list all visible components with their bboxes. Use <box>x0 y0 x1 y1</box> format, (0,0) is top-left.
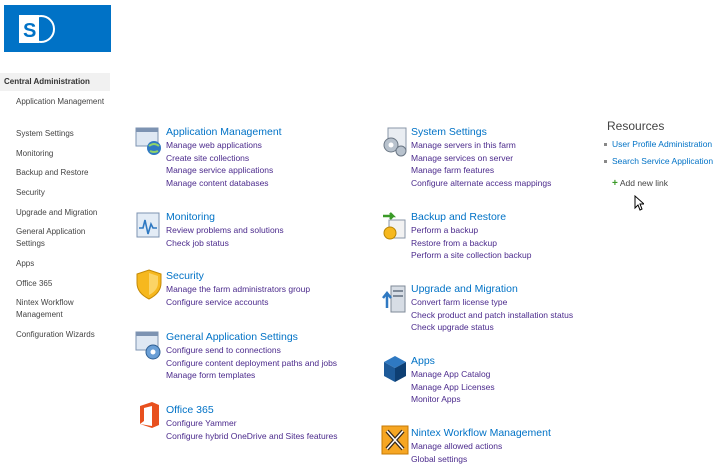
section-links-system-settings <box>411 139 551 189</box>
section-office-365 <box>135 399 163 433</box>
add-new-link-button[interactable] <box>612 178 668 189</box>
section-title-office-365[interactable]: Office 365 <box>166 404 214 416</box>
link-manage-servers-in-farm[interactable]: Manage servers in this farm <box>411 139 551 152</box>
section-links-monitoring <box>166 224 284 249</box>
section-title-system-settings[interactable]: System Settings <box>411 126 487 138</box>
section-monitoring <box>135 210 163 244</box>
svg-text:S: S <box>23 20 36 42</box>
section-title-application-management[interactable]: Application Management <box>166 126 282 138</box>
section-links-upgrade-and-migration <box>411 296 573 334</box>
section-general-application-settings <box>135 329 163 363</box>
sharepoint-logo-icon <box>17 13 55 45</box>
link-perform-site-collection-backup[interactable]: Perform a site collection backup <box>411 249 531 262</box>
nav-header-central-administration[interactable]: Central Administration <box>0 73 110 91</box>
apps-icon <box>381 353 409 385</box>
link-convert-farm-license-type[interactable]: Convert farm license type <box>411 296 573 309</box>
backup-restore-icon <box>381 210 409 242</box>
section-upgrade-and-migration <box>381 282 409 316</box>
section-title-general-application-settings[interactable]: General Application Settings <box>166 331 298 343</box>
section-application-management <box>135 125 163 159</box>
resource-link-user-profile-administration[interactable] <box>604 139 712 149</box>
link-configure-send-to-connections[interactable]: Configure send to connections <box>166 344 337 357</box>
nav-item-office-365[interactable]: Office 365 <box>16 278 110 290</box>
monitoring-icon <box>135 210 163 242</box>
section-title-nintex-workflow-management[interactable]: Nintex Workflow Management <box>411 427 551 439</box>
add-new-link-label: Add new link <box>620 178 668 188</box>
application-management-icon <box>135 125 163 157</box>
section-title-upgrade-and-migration[interactable]: Upgrade and Migration <box>411 283 518 295</box>
section-title-apps[interactable]: Apps <box>411 355 435 367</box>
mouse-cursor-icon <box>634 195 644 211</box>
link-restore-from-a-backup[interactable]: Restore from a backup <box>411 237 531 250</box>
resource-link-label: Search Service Application <box>612 156 713 166</box>
link-review-problems-and-solutions[interactable]: Review problems and solutions <box>166 224 284 237</box>
bullet-icon <box>604 160 607 163</box>
link-manage-web-applications[interactable]: Manage web applications <box>166 139 273 152</box>
nav-item-configuration-wizards[interactable]: Configuration Wizards <box>16 329 110 341</box>
link-manage-allowed-actions[interactable]: Manage allowed actions <box>411 440 502 453</box>
nav-item-application-management[interactable]: Application Management <box>16 96 110 108</box>
link-manage-services-on-server[interactable]: Manage services on server <box>411 152 551 165</box>
link-configure-hybrid-onedrive-sites[interactable]: Configure hybrid OneDrive and Sites features <box>166 430 338 443</box>
section-links-security <box>166 283 310 308</box>
nav-item-monitoring[interactable]: Monitoring <box>16 148 110 160</box>
link-check-job-status[interactable]: Check job status <box>166 237 284 250</box>
bullet-icon <box>604 143 607 146</box>
section-links-nintex-workflow-management <box>411 440 502 465</box>
section-links-apps <box>411 368 495 406</box>
link-configure-content-deployment[interactable]: Configure content deployment paths and jobs <box>166 357 337 370</box>
link-monitor-apps[interactable]: Monitor Apps <box>411 393 495 406</box>
nav-item-backup-and-restore[interactable]: Backup and Restore <box>16 167 110 179</box>
section-title-monitoring[interactable]: Monitoring <box>166 211 215 223</box>
link-check-product-patch-status[interactable]: Check product and patch installation status <box>411 309 573 322</box>
section-nintex-workflow-management <box>381 424 409 458</box>
link-manage-form-templates[interactable]: Manage form templates <box>166 369 337 382</box>
link-create-site-collections[interactable]: Create site collections <box>166 152 273 165</box>
link-configure-service-accounts[interactable]: Configure service accounts <box>166 296 310 309</box>
section-links-backup-and-restore <box>411 224 531 262</box>
section-security <box>135 268 163 302</box>
resource-link-label: User Profile Administration <box>612 139 712 149</box>
sharepoint-logo[interactable] <box>4 5 111 52</box>
nav-item-system-settings[interactable]: System Settings <box>16 128 110 140</box>
link-global-settings[interactable]: Global settings <box>411 453 502 465</box>
upgrade-migration-icon <box>381 282 409 314</box>
link-manage-content-databases[interactable]: Manage content databases <box>166 177 273 190</box>
section-title-security[interactable]: Security <box>166 270 204 282</box>
section-links-application-management <box>166 139 273 189</box>
office365-icon <box>135 399 163 431</box>
link-manage-app-licenses[interactable]: Manage App Licenses <box>411 381 495 394</box>
section-backup-and-restore <box>381 210 409 244</box>
resources-title: Resources <box>607 119 664 133</box>
section-links-general-application-settings <box>166 344 337 382</box>
plus-icon: + <box>612 178 618 189</box>
nav-item-security[interactable]: Security <box>16 187 110 199</box>
section-links-office-365 <box>166 417 338 442</box>
section-system-settings <box>381 125 409 159</box>
security-shield-icon <box>135 268 163 300</box>
nintex-icon <box>381 424 409 456</box>
link-configure-alternate-access-mappings[interactable]: Configure alternate access mappings <box>411 177 551 190</box>
link-perform-a-backup[interactable]: Perform a backup <box>411 224 531 237</box>
nav-item-upgrade-and-migration[interactable]: Upgrade and Migration <box>16 207 110 219</box>
link-manage-farm-administrators-group[interactable]: Manage the farm administrators group <box>166 283 310 296</box>
nav-item-general-application-settings[interactable]: General Application Settings <box>16 226 110 250</box>
nav-item-nintex-workflow-management[interactable]: Nintex Workflow Management <box>16 297 110 321</box>
link-configure-yammer[interactable]: Configure Yammer <box>166 417 338 430</box>
section-title-backup-and-restore[interactable]: Backup and Restore <box>411 211 506 223</box>
link-manage-service-applications[interactable]: Manage service applications <box>166 164 273 177</box>
link-check-upgrade-status[interactable]: Check upgrade status <box>411 321 573 334</box>
resource-link-search-service-application[interactable] <box>604 156 713 166</box>
link-manage-app-catalog[interactable]: Manage App Catalog <box>411 368 495 381</box>
link-manage-farm-features[interactable]: Manage farm features <box>411 164 551 177</box>
nav-item-apps[interactable]: Apps <box>16 258 110 270</box>
section-apps <box>381 353 409 387</box>
general-settings-icon <box>135 329 163 361</box>
system-settings-icon <box>381 125 409 157</box>
